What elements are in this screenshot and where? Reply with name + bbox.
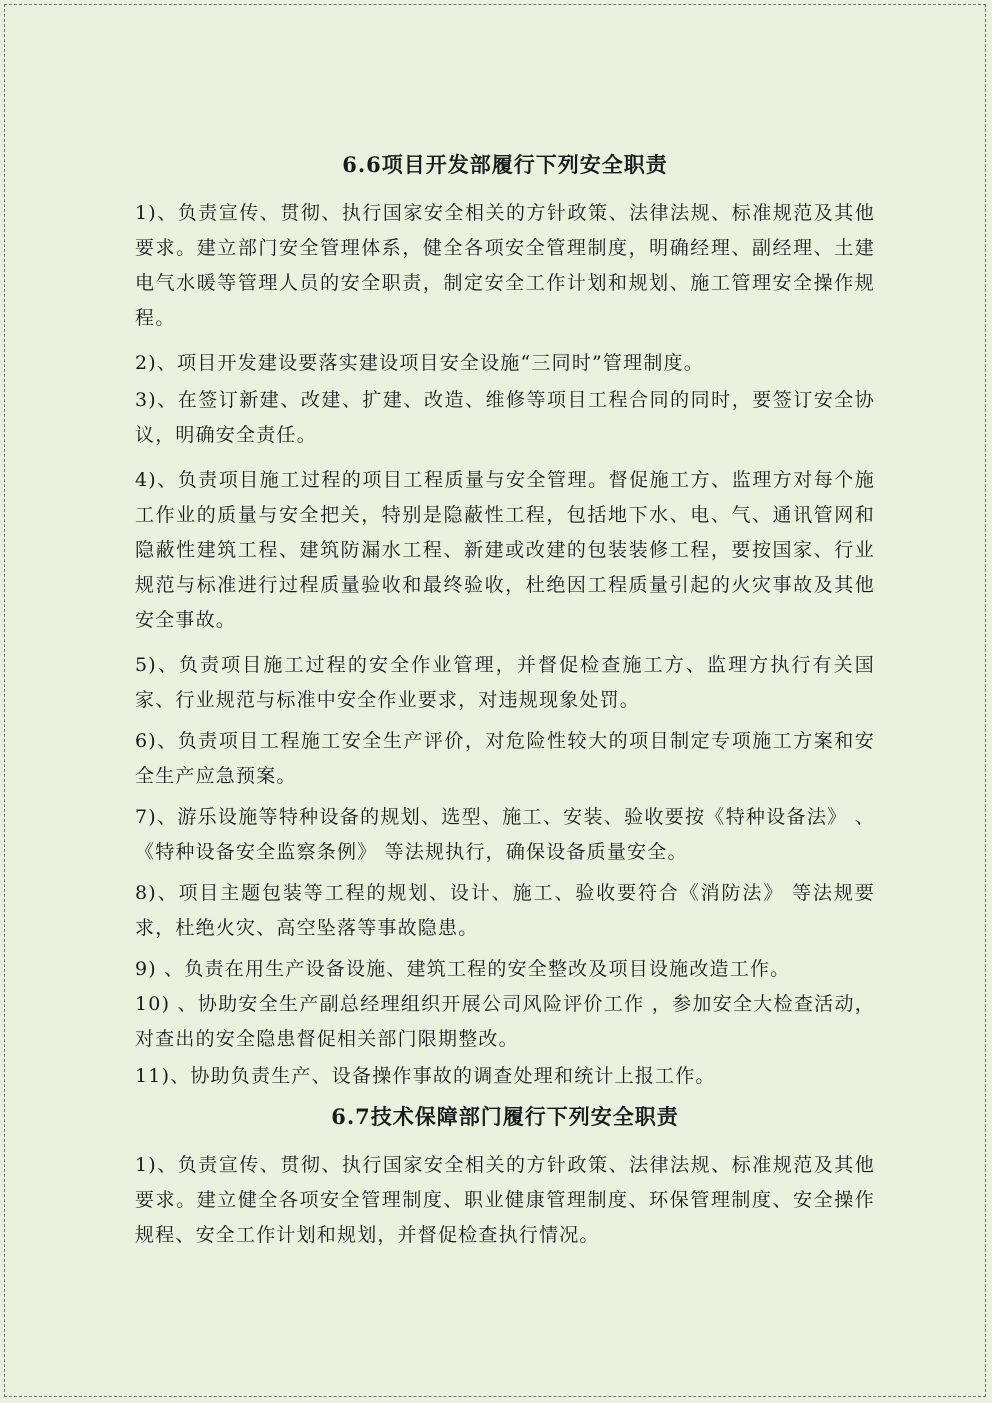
paragraph-6-6-1: 1)、负责宣传、贯彻、执行国家安全相关的方针政策、法律法规、标准规范及其他要求。建立部门安全管理体系，健全各项安全管理制度，明确经理、副经理、土建电气水暖等管理人员的安全职责，制定安全工作计划和规划、施工管理安全操作规程。 [135, 202, 875, 329]
document-body [135, 150, 875, 1253]
paragraph-6-7-1: 1)、负责宣传、贯彻、执行国家安全相关的方针政策、法律法规、标准规范及其他要求。建立健全各项安全管理制度、职业健康管理制度、环保管理制度、安全操作规程、安全工作计划和规划，并督促检查执行情况。 [135, 1154, 875, 1246]
paragraph-6-6-2: 2)、项目开发建设要落实建设项目安全设施“三同时”管理制度。 [135, 352, 704, 374]
paragraph-6-6-5: 5)、负责项目施工过程的安全作业管理，并督促检查施工方、监理方执行有关国家、行业规范与标准中安全作业要求，对违规现象处罚。 [135, 654, 875, 711]
paragraph-6-6-9: 9) 、负责在用生产设备设施、建筑工程的安全整改及项目设施改造工作。 [135, 958, 791, 980]
paragraph-6-6-7: 7)、游乐设施等特种设备的规划、选型、施工、安装、验收要按《特种设备法》 、《特种设备安全监察条例》 等法规执行，确保设备质量安全。 [135, 806, 875, 863]
paragraph-6-6-4: 4)、负责项目施工过程的项目工程质量与安全管理。督促施工方、监理方对每个施工作业的质量与安全把关，特别是隐蔽性工程，包括地下水、电、气、通讯管网和隐蔽性建筑工程、建筑防漏水工程、新建或改建的包装装修工程，要按国家、行业规范与标准进行过程质量验收和最终验收，杜绝因工程质量引起的火灾事故及其他安全事故。 [135, 469, 875, 631]
paragraph-6-6-11: 11)、协助负责生产、设备操作事故的调查处理和统计上报工作。 [135, 1065, 716, 1087]
paragraph-6-6-6: 6)、负责项目工程施工安全生产评价，对危险性较大的项目制定专项施工方案和安全生产应急预案。 [135, 730, 875, 787]
paragraph-6-6-3: 3)、在签订新建、改建、扩建、改造、维修等项目工程合同的同时，要签订安全协议，明确安全责任。 [135, 389, 875, 446]
paragraph-6-6-10: 10) 、协助安全生产副总经理组织开展公司风险评价工作 ，参加安全大检查活动，对查出的安全隐患督促相关部门限期整改。 [135, 993, 875, 1050]
paragraph-6-6-8: 8)、项目主题包装等工程的规划、设计、施工、验收要符合《消防法》 等法规要求，杜绝火灾、高空坠落等事故隐患。 [135, 882, 875, 939]
section-heading-6-6: 6.6项目开发部履行下列安全职责 [342, 152, 668, 177]
section-heading-6-7: 6.7技术保障部门履行下列安全职责 [331, 1104, 679, 1129]
